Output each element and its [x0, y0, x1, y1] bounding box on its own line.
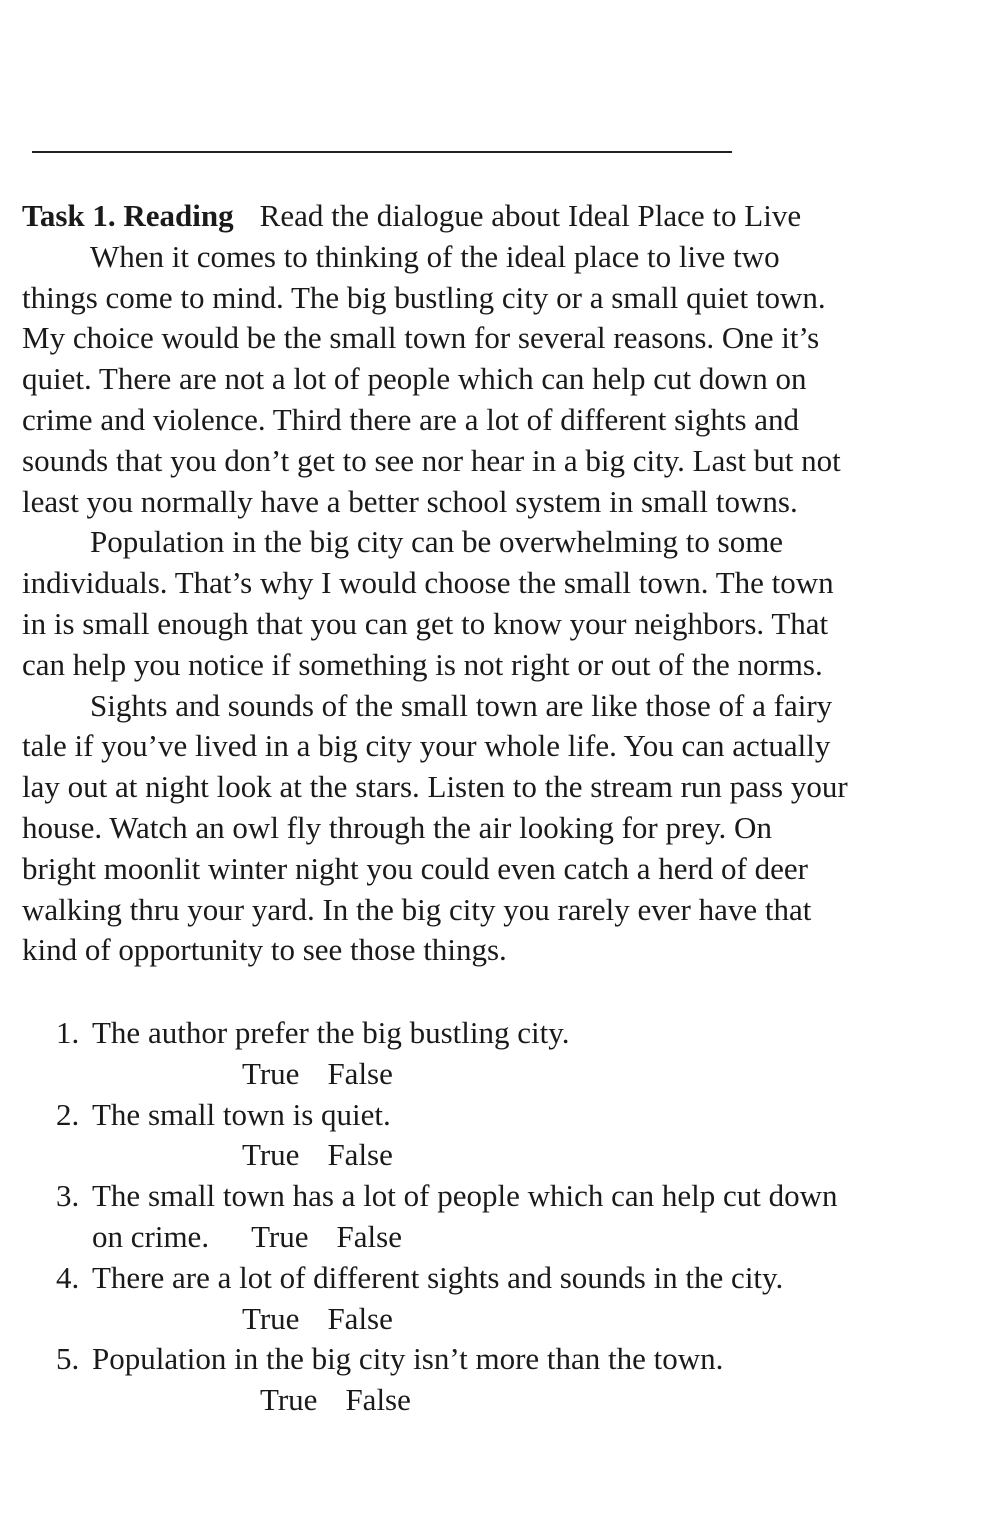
question-continuation: on crime. — [92, 1218, 210, 1254]
question-5 — [56, 1339, 966, 1380]
answer-options — [56, 1217, 966, 1258]
passage-line: can help you notice if something is not right or out of the norms. — [22, 646, 823, 682]
passage-line: individuals. That’s why I would choose the small town. The town — [22, 565, 834, 601]
question-number: 2. — [56, 1096, 80, 1132]
passage-line: bright moonlit winter night you could even catch a herd of deer — [22, 850, 808, 886]
passage-line: least you normally have a better school system in small towns. — [22, 483, 798, 519]
false-option[interactable]: False — [345, 1382, 411, 1418]
passage-line: When it comes to thinking of the ideal place to live two — [90, 238, 780, 274]
reading-passage — [22, 196, 972, 971]
answer-options — [56, 1299, 966, 1340]
question-3 — [56, 1176, 966, 1217]
question-number: 4. — [56, 1259, 80, 1295]
true-option[interactable]: True — [251, 1218, 309, 1254]
question-4 — [56, 1258, 966, 1299]
false-option[interactable]: False — [327, 1137, 393, 1173]
task-label: Task 1. Reading — [22, 198, 234, 233]
passage-line: tale if you’ve lived in a big city your whole life. You can actually — [22, 728, 831, 764]
question-text: The small town is quiet. — [92, 1096, 391, 1132]
true-option[interactable]: True — [242, 1055, 300, 1091]
false-option[interactable]: False — [327, 1300, 393, 1336]
question-number: 1. — [56, 1015, 80, 1050]
task-instruction: Read the dialogue about Ideal Place to Live — [259, 198, 802, 233]
question-number: 5. — [56, 1341, 80, 1377]
question-text: The small town has a lot of people which can help cut down — [92, 1178, 838, 1214]
answer-options — [56, 1054, 966, 1095]
passage-line: Sights and sounds of the small town are like those of a fairy — [90, 687, 833, 723]
question-1 — [56, 1013, 966, 1054]
question-number: 3. — [56, 1178, 80, 1214]
true-option[interactable]: True — [260, 1382, 318, 1418]
passage-line: lay out at night look at the stars. Listen to the stream run pass your — [22, 769, 848, 805]
true-option[interactable]: True — [242, 1137, 300, 1173]
question-text: The author prefer the big bustling city. — [92, 1015, 570, 1050]
passage-line: sounds that you don’t get to see nor hear in a big city. Last but not — [22, 442, 841, 478]
passage-line: walking thru your yard. In the big city you rarely ever have that — [22, 891, 812, 927]
task-header — [22, 196, 972, 237]
answer-options — [56, 1380, 966, 1421]
passage-line: quiet. There are not a lot of people which can help cut down on — [22, 361, 807, 397]
passage-line: Population in the big city can be overwhelming to some — [90, 524, 784, 560]
question-text: There are a lot of different sights and sounds in the city. — [92, 1259, 784, 1295]
false-option[interactable]: False — [327, 1055, 393, 1091]
true-option[interactable]: True — [242, 1300, 300, 1336]
passage-line: house. Watch an owl fly through the air looking for prey. On — [22, 809, 772, 845]
passage-line: things come to mind. The big bustling city or a small quiet town. — [22, 279, 826, 315]
false-option[interactable]: False — [336, 1218, 402, 1254]
question-text: Population in the big city isn’t more than the town. — [92, 1341, 724, 1377]
passage-line: crime and violence. Third there are a lot of different sights and — [22, 401, 800, 437]
passage-line: in is small enough that you can get to know your neighbors. That — [22, 605, 829, 641]
passage-line: kind of opportunity to see those things. — [22, 932, 507, 968]
passage-line: My choice would be the small town for several reasons. One it’s — [22, 320, 820, 356]
name-line-rule — [32, 151, 732, 153]
true-false-questions — [56, 1013, 966, 1421]
question-2 — [56, 1095, 966, 1136]
answer-options — [56, 1135, 966, 1176]
